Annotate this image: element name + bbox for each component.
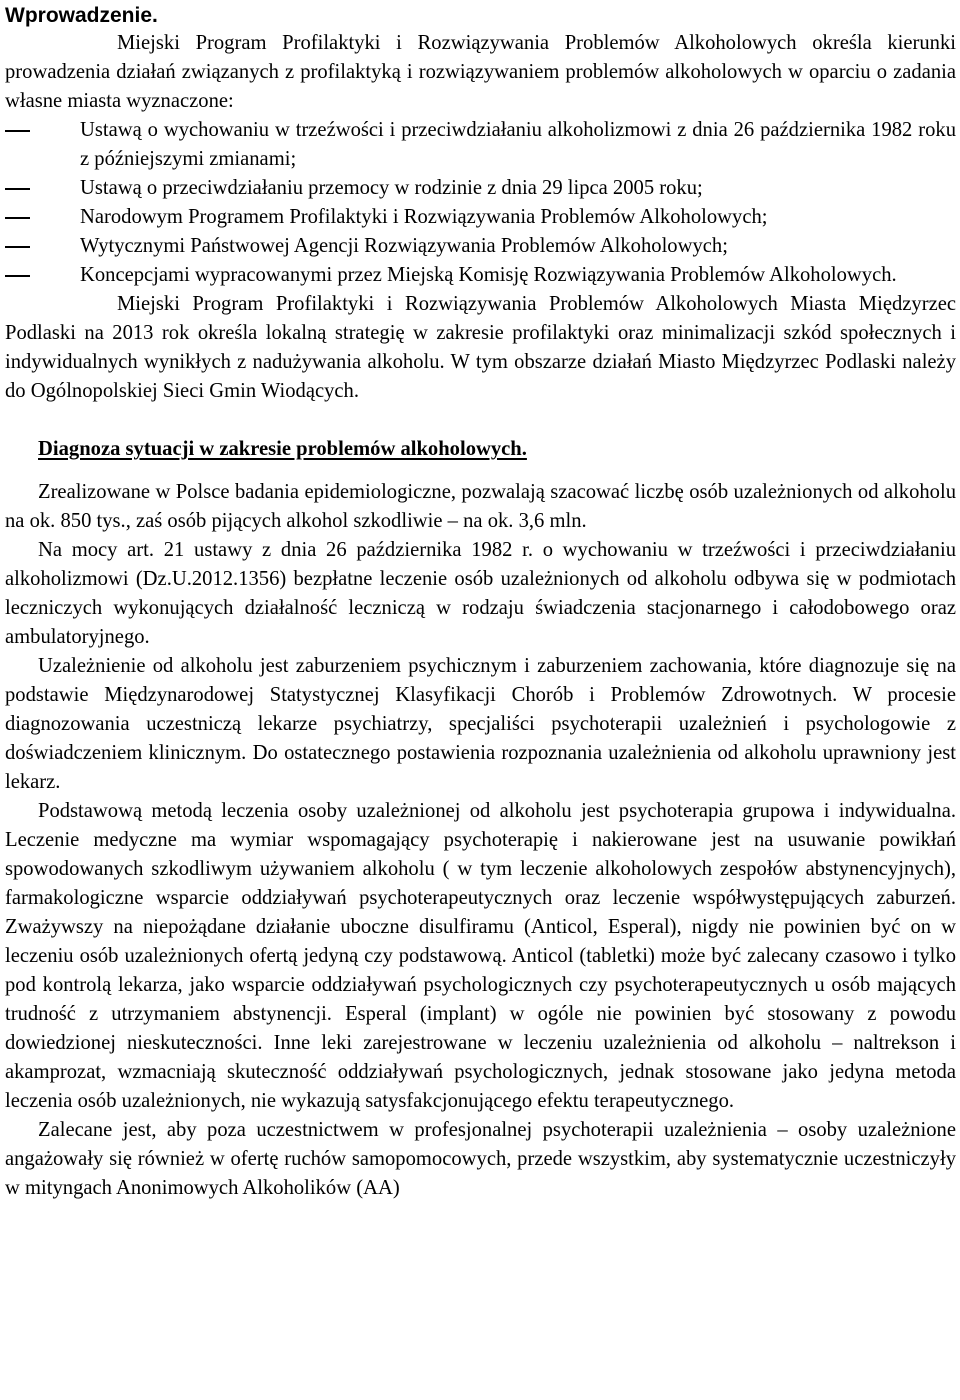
diagnosis-paragraph: Podstawową metodą leczenia osoby uzależnionej od alkoholu jest psychoterapia grupowa i indywidualna. Leczenie medyczne ma wymiar wspomagający psychoterapię i nakierowane jest na usuwanie powikłań spowodowanych szkodliwym używaniem alkoholu ( w tym leczenie alkoholowych zespołów abstynencyjnych), farmakologiczne wsparcie oddziaływań psychoterapeutycznych oraz leczenie współwystępujących zaburzeń. Zważywszy na niepożądane działanie uboczne disulfiramu (Anticol, Esperal), nigdy nie powinien być on w leczeniu osób uzależnionych ofertą jedyną czy podstawową. Anticol (tabletki) może być zalecany czasowo i tylko pod kontrolą lekarza, jako wsparcie oddziaływań psychologicznych czy psychoterapeutycznych u osób mających trudność z utrzymaniem abstynencji. Esperal (implant) w ogóle nie powinien być stosowany z powodu dowiedzionej nieskuteczności. Inne leki zarejestrowane w leczeniu uzależnienia od alkoholu – naltrekson i akamprozat, wzmacniają skuteczność oddziaływań psychologicznych, jednak stosowane jako jedyna metoda leczenia osób uzależnionych, nie wykazują satysfakcjonującego efektu terapeutycznego. bbox=[5, 800, 956, 1112]
list-item bbox=[80, 174, 956, 203]
list-item-text: Koncepcjami wypracowanymi przez Miejską Komisję Rozwiązywania Problemów Alkoholowych. bbox=[80, 264, 897, 286]
diagnosis-paragraph: Uzależnienie od alkoholu jest zaburzeniem psychicznym i zaburzeniem zachowania, które diagnozuje się na podstawie Międzynarodowej Statystycznej Klasyfikacji Chorób i Problemów Zdrowotnych. W procesie diagnozowania uczestniczą lekarze psychiatrzy, specjaliści psychoterapii uzależnień i psychologowie z doświadczeniem klinicznym. Do ostatecznego postawienia rozpoznania uzależnienia od alkoholu uprawniony jest lekarz. bbox=[5, 655, 956, 793]
dash-bullet-icon bbox=[5, 217, 30, 219]
program-scope-paragraph: Miejski Program Profilaktyki i Rozwiązywania Problemów Alkoholowych Miasta Międzyrzec Podlaski na 2013 rok określa lokalną strategię w zakresie profilaktyki oraz minimalizacji szkód społecznych i indywidualnych wynikłych z nadużywania alkoholu. W tym obszarze działań Miasto Międzyrzec Podlaski należy do Ogólnopolskiej Sieci Gmin Wiodących. bbox=[5, 293, 956, 402]
list-item-text: Wytycznymi Państwowej Agencji Rozwiązywania Problemów Alkoholowych; bbox=[80, 235, 728, 257]
dash-bullet-icon bbox=[5, 275, 30, 277]
list-item bbox=[80, 203, 956, 232]
dash-bullet-icon bbox=[5, 246, 30, 248]
intro-paragraph: Miejski Program Profilaktyki i Rozwiązywania Problemów Alkoholowych określa kierunki prowadzenia działań związanych z profilaktyką i rozwiązywaniem problemów alkoholowych w oparciu o zadania własne miasta wyznaczone: bbox=[5, 32, 956, 112]
section-title-diagnosis: Diagnoza sytuacji w zakresie problemów alkoholowych. bbox=[38, 438, 527, 460]
dash-bullet-icon bbox=[5, 130, 30, 132]
diagnosis-paragraph: Zrealizowane w Polsce badania epidemiologiczne, pozwalają szacować liczbę osób uzależnionych od alkoholu na ok. 850 tys., zaś osób pijących alkohol szkodliwie – na ok. 3,6 mln. bbox=[5, 481, 956, 532]
section-heading-introduction: Wprowadzenie. bbox=[5, 4, 158, 27]
legal-basis-list bbox=[5, 116, 956, 290]
list-item-text: Ustawą o wychowaniu w trzeźwości i przeciwdziałaniu alkoholizmowi z dnia 26 października 1982 roku z późniejszymi zmianami; bbox=[80, 119, 956, 170]
document-page bbox=[5, 0, 956, 1203]
diagnosis-paragraph: Na mocy art. 21 ustawy z dnia 26 października 1982 r. o wychowaniu w trzeźwości i przeciwdziałaniu alkoholizmowi (Dz.U.2012.1356) bezpłatne leczenie osób uzależnionych od alkoholu odbywa się w podmiotach leczniczych wykonujących działalność leczniczą w rodzaju świadczenia stacjonarnego i całodobowego oraz ambulatoryjnego. bbox=[5, 539, 956, 648]
list-item-text: Ustawą o przeciwdziałaniu przemocy w rodzinie z dnia 29 lipca 2005 roku; bbox=[80, 177, 703, 199]
diagnosis-paragraph: Zalecane jest, aby poza uczestnictwem w profesjonalnej psychoterapii uzależnienia – osoby uzależnione angażowały się również w ofertę ruchów samopomocowych, przede wszystkim, aby systematycznie uczestniczyły w mityngach Anonimowych Alkoholików (AA) bbox=[5, 1119, 956, 1199]
list-item bbox=[80, 261, 956, 290]
list-item bbox=[80, 116, 956, 174]
dash-bullet-icon bbox=[5, 188, 30, 190]
list-item-text: Narodowym Programem Profilaktyki i Rozwiązywania Problemów Alkoholowych; bbox=[80, 206, 768, 228]
list-item bbox=[80, 232, 956, 261]
